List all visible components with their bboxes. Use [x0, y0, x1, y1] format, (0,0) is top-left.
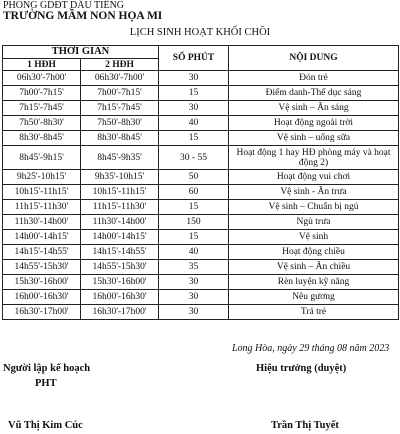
cell-content: Vệ sinh – Chuẩn bị ngủ	[229, 200, 399, 215]
document-title: LỊCH SINH HOẠT KHỐI CHỒI	[129, 27, 271, 38]
cell-time-1: 06h30'-7h00'	[3, 71, 81, 86]
preparer-label: Người lập kế hoạch	[3, 363, 91, 374]
header-time-group: THỜI GIAN	[3, 46, 159, 59]
table-row	[3, 131, 399, 146]
cell-minutes: 15	[159, 230, 229, 245]
department-name: PHÒNG GDĐT DẦU TIẾNG	[3, 0, 125, 11]
cell-content: Hoạt động 1 hay HĐ phòng máy và hoạt động 2)	[229, 146, 399, 170]
cell-minutes: 50	[159, 170, 229, 185]
cell-time-1: 7h50'-8h30'	[3, 116, 81, 131]
header-content: NỘI DUNG	[229, 46, 399, 71]
cell-content: Rèn luyện kỹ năng	[229, 275, 399, 290]
cell-minutes: 15	[159, 200, 229, 215]
table-row	[3, 230, 399, 245]
preparer-role: PHT	[35, 378, 57, 389]
cell-time-2: 14h00'-14h15'	[81, 230, 159, 245]
cell-time-1: 14h00'-14h15'	[3, 230, 81, 245]
cell-time-2: 14h55'-15h30'	[81, 260, 159, 275]
cell-time-1: 10h15'-11h15'	[3, 185, 81, 200]
cell-time-2: 11h15'-11h30'	[81, 200, 159, 215]
cell-minutes: 40	[159, 245, 229, 260]
header-minutes: SỐ PHÚT	[159, 46, 229, 71]
table-row	[3, 245, 399, 260]
cell-time-2: 10h15'-11h15'	[81, 185, 159, 200]
cell-minutes: 15	[159, 86, 229, 101]
cell-time-2: 06h30'-7h00'	[81, 71, 159, 86]
cell-time-2: 8h45'-9h35'	[81, 146, 159, 170]
table-row	[3, 185, 399, 200]
cell-content: Trả trẻ	[229, 305, 399, 320]
cell-content: Hoạt động ngoài trời	[229, 116, 399, 131]
table-row	[3, 71, 399, 86]
cell-minutes: 35	[159, 260, 229, 275]
cell-minutes: 150	[159, 215, 229, 230]
cell-content: Vệ sinh – Ăn chiều	[229, 260, 399, 275]
cell-minutes: 30	[159, 71, 229, 86]
cell-time-2: 7h50'-8h30'	[81, 116, 159, 131]
cell-time-1: 15h30'-16h00'	[3, 275, 81, 290]
principal-label: Hiệu trưởng (duyệt)	[256, 363, 347, 374]
cell-time-2: 7h15'-7h45'	[81, 101, 159, 116]
table-row	[3, 170, 399, 185]
cell-time-1: 14h15'-14h55'	[3, 245, 81, 260]
cell-minutes: 30 - 55	[159, 146, 229, 170]
cell-time-2: 8h30'-8h45'	[81, 131, 159, 146]
table-row	[3, 305, 399, 320]
table-row	[3, 275, 399, 290]
cell-time-1: 16h00'-16h30'	[3, 290, 81, 305]
cell-time-1: 16h30'-17h00'	[3, 305, 81, 320]
preparer-name: Vũ Thị Kim Cúc	[8, 420, 83, 431]
cell-minutes: 30	[159, 275, 229, 290]
cell-minutes: 40	[159, 116, 229, 131]
cell-time-1: 14h55'-15h30'	[3, 260, 81, 275]
cell-minutes: 60	[159, 185, 229, 200]
principal-name: Trần Thị Tuyết	[271, 420, 339, 431]
table-row	[3, 290, 399, 305]
cell-minutes: 15	[159, 131, 229, 146]
cell-time-1: 9h25'-10h15'	[3, 170, 81, 185]
table-row	[3, 146, 399, 170]
cell-time-2: 9h35'-10h15'	[81, 170, 159, 185]
schedule-table	[2, 45, 399, 320]
school-name: TRƯỜNG MẦM NON HỌA MI	[3, 10, 163, 22]
table-row	[3, 260, 399, 275]
table-row	[3, 116, 399, 131]
cell-time-2: 16h30'-17h00'	[81, 305, 159, 320]
header-time-1: 1 HĐH	[3, 59, 81, 71]
cell-minutes: 30	[159, 101, 229, 116]
cell-content: Vệ sinh – Ăn sáng	[229, 101, 399, 116]
cell-time-2: 15h30'-16h00'	[81, 275, 159, 290]
cell-time-2: 14h15'-14h55'	[81, 245, 159, 260]
table-row	[3, 86, 399, 101]
table-row	[3, 101, 399, 116]
cell-time-1: 7h15'-7h45'	[3, 101, 81, 116]
cell-content: Ngủ trưa	[229, 215, 399, 230]
cell-time-2: 7h00'-7h15'	[81, 86, 159, 101]
cell-content: Đón trẻ	[229, 71, 399, 86]
date-line: Long Hòa, ngày 29 tháng 08 năm 2023	[232, 343, 390, 354]
cell-content: Vệ sinh – uống sữa	[229, 131, 399, 146]
cell-minutes: 30	[159, 290, 229, 305]
cell-minutes: 30	[159, 305, 229, 320]
table-row	[3, 215, 399, 230]
cell-time-2: 16h00'-16h30'	[81, 290, 159, 305]
table-row	[3, 200, 399, 215]
cell-time-1: 8h45'-9h15'	[3, 146, 81, 170]
cell-time-1: 11h30'-14h00'	[3, 215, 81, 230]
cell-time-1: 7h00'-7h15'	[3, 86, 81, 101]
cell-time-1: 8h30'-8h45'	[3, 131, 81, 146]
cell-time-1: 11h15'-11h30'	[3, 200, 81, 215]
cell-content: Nêu gương	[229, 290, 399, 305]
cell-content: Hoạt động chiều	[229, 245, 399, 260]
cell-time-2: 11h30'-14h00'	[81, 215, 159, 230]
header-time-2: 2 HĐH	[81, 59, 159, 71]
cell-content: Điểm danh-Thể dục sáng	[229, 86, 399, 101]
cell-content: Hoạt động vui chơi	[229, 170, 399, 185]
cell-content: Vệ sinh	[229, 230, 399, 245]
cell-content: Vệ sinh - Ăn trưa	[229, 185, 399, 200]
